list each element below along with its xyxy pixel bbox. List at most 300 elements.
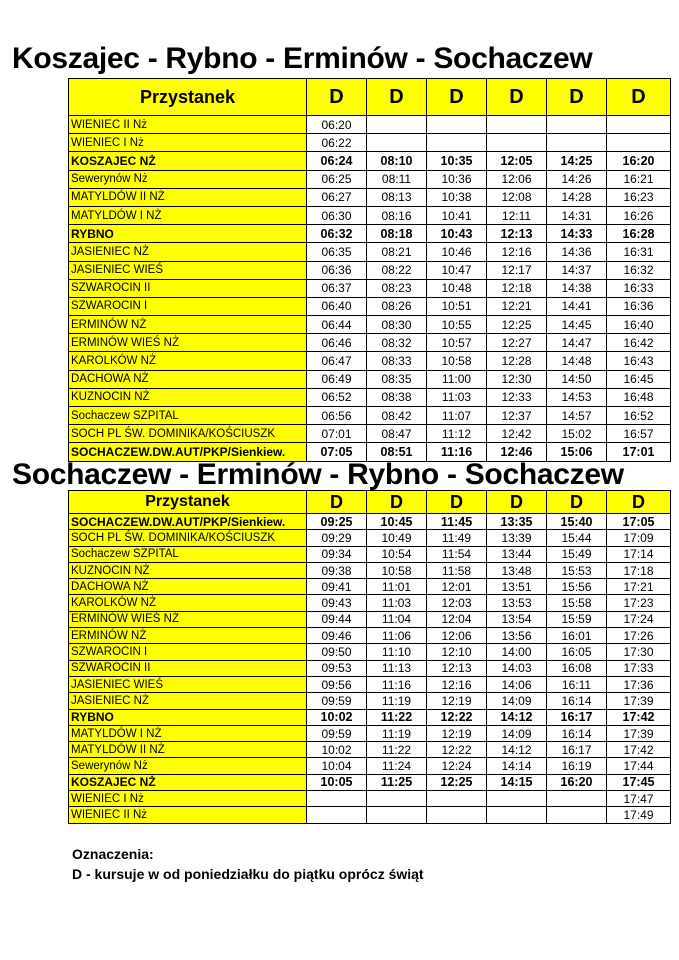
departure-time: 15:02: [547, 425, 607, 443]
departure-time: 12:33: [487, 388, 547, 406]
departure-time: 14:53: [547, 388, 607, 406]
departure-time: 12:28: [487, 352, 547, 370]
header-course-3: D: [427, 491, 487, 514]
departure-time: 14:38: [547, 279, 607, 297]
departure-time: 09:50: [307, 644, 367, 660]
departure-time: 16:28: [607, 225, 671, 243]
table-row: [69, 676, 671, 692]
header-course-5: D: [547, 491, 607, 514]
stop-name: KOSZAJEC NŻ: [69, 774, 307, 790]
departure-time: 06:25: [307, 170, 367, 188]
departure-time: 16:40: [607, 316, 671, 334]
table-row: [69, 758, 671, 774]
stop-name: MATYLDÓW II NŻ: [69, 188, 307, 206]
table-row: [69, 170, 671, 188]
departure-time: 12:05: [487, 152, 547, 170]
departure-time: 12:42: [487, 425, 547, 443]
stop-name: KOSZAJEC NŻ: [69, 152, 307, 170]
stop-name: Sochaczew SZPITAL: [69, 407, 307, 425]
departure-time: 11:07: [427, 407, 487, 425]
departure-time: 16:36: [607, 297, 671, 315]
departure-time: 16:19: [547, 758, 607, 774]
departure-time: 08:23: [367, 279, 427, 297]
departure-time: [367, 116, 427, 134]
stop-name: Sewerynów Nż: [69, 758, 307, 774]
departure-time: 13:48: [487, 562, 547, 578]
departure-time: 10:51: [427, 297, 487, 315]
departure-time: [427, 791, 487, 807]
departure-time: 08:11: [367, 170, 427, 188]
departure-time: 14:50: [547, 370, 607, 388]
departure-time: 14:41: [547, 297, 607, 315]
table-row: [69, 134, 671, 152]
table-row: [69, 742, 671, 758]
departure-time: 12:16: [427, 676, 487, 692]
stop-name: WIENIEC II Nż: [69, 807, 307, 823]
departure-time: 16:33: [607, 279, 671, 297]
table-row: [69, 514, 671, 530]
departure-time: 14:37: [547, 261, 607, 279]
departure-time: 15:40: [547, 514, 607, 530]
table-row: [69, 334, 671, 352]
departure-time: 10:48: [427, 279, 487, 297]
departure-time: 08:21: [367, 243, 427, 261]
departure-time: 08:38: [367, 388, 427, 406]
stop-name: ERMINÓW NŻ: [69, 316, 307, 334]
departure-time: 14:15: [487, 774, 547, 790]
departure-time: [427, 134, 487, 152]
departure-time: 07:05: [307, 443, 367, 461]
departure-time: 17:23: [607, 595, 671, 611]
stop-name: ERMINÓW WIEŚ NŻ: [69, 334, 307, 352]
departure-time: 11:22: [367, 709, 427, 725]
departure-time: 17:18: [607, 562, 671, 578]
departure-time: [367, 807, 427, 823]
departure-time: 16:20: [547, 774, 607, 790]
header-course-3: D: [427, 79, 487, 116]
departure-time: 16:17: [547, 742, 607, 758]
departure-time: 10:54: [367, 546, 427, 562]
table-row: [69, 243, 671, 261]
stop-name: SOCH PL ŚW. DOMINIKA/KOŚCIUSZK: [69, 530, 307, 546]
departure-time: 11:25: [367, 774, 427, 790]
departure-time: 14:36: [547, 243, 607, 261]
departure-time: [367, 134, 427, 152]
departure-time: 16:26: [607, 206, 671, 224]
timetable-2: [68, 490, 671, 824]
departure-time: 14:48: [547, 352, 607, 370]
departure-time: 12:19: [427, 693, 487, 709]
header-course-1: D: [307, 491, 367, 514]
departure-time: 06:20: [307, 116, 367, 134]
departure-time: 06:37: [307, 279, 367, 297]
departure-time: 10:05: [307, 774, 367, 790]
departure-time: 17:42: [607, 709, 671, 725]
departure-time: 14:09: [487, 725, 547, 741]
departure-time: 09:46: [307, 628, 367, 644]
departure-time: 10:47: [427, 261, 487, 279]
stop-name: DACHOWA NŻ: [69, 579, 307, 595]
departure-time: 12:13: [487, 225, 547, 243]
stop-name: JASIENIEC WIEŚ: [69, 261, 307, 279]
legend-line: D - kursuje w od poniedziałku do piątku oprócz świąt: [72, 866, 424, 882]
departure-time: 16:21: [607, 170, 671, 188]
table-row: [69, 297, 671, 315]
departure-time: 11:16: [427, 443, 487, 461]
departure-time: 12:30: [487, 370, 547, 388]
departure-time: 12:25: [427, 774, 487, 790]
departure-time: 09:53: [307, 660, 367, 676]
departure-time: 12:06: [487, 170, 547, 188]
departure-time: 11:19: [367, 725, 427, 741]
stop-name: SOCHACZEW.DW.AUT/PKP/Sienkiew.: [69, 514, 307, 530]
departure-time: 12:37: [487, 407, 547, 425]
timetable-2-title: Sochaczew - Erminów - Rybno - Sochaczew: [12, 458, 624, 491]
stop-name: KUZNOCIN NŻ: [69, 388, 307, 406]
departure-time: 12:01: [427, 579, 487, 595]
departure-time: 16:14: [547, 693, 607, 709]
departure-time: 12:10: [427, 644, 487, 660]
stop-name: WIENIEC I Nż: [69, 791, 307, 807]
table-row: [69, 693, 671, 709]
header-stop: Przystanek: [69, 79, 307, 116]
departure-time: 17:01: [607, 443, 671, 461]
departure-time: 17:21: [607, 579, 671, 595]
departure-time: [547, 807, 607, 823]
departure-time: [427, 807, 487, 823]
table-row: [69, 425, 671, 443]
departure-time: 17:49: [607, 807, 671, 823]
departure-time: 11:16: [367, 676, 427, 692]
departure-time: 08:16: [367, 206, 427, 224]
departure-time: 16:20: [607, 152, 671, 170]
stop-name: SZWAROCIN II: [69, 660, 307, 676]
departure-time: 06:40: [307, 297, 367, 315]
departure-time: 11:06: [367, 628, 427, 644]
departure-time: 16:32: [607, 261, 671, 279]
departure-time: 15:59: [547, 611, 607, 627]
departure-time: 12:18: [487, 279, 547, 297]
departure-time: 15:56: [547, 579, 607, 595]
departure-time: 14:09: [487, 693, 547, 709]
departure-time: 10:49: [367, 530, 427, 546]
departure-time: 16:57: [607, 425, 671, 443]
timetable-1-title: Koszajec - Rybno - Erminów - Sochaczew: [12, 42, 593, 75]
departure-time: 08:22: [367, 261, 427, 279]
departure-time: 16:01: [547, 628, 607, 644]
departure-time: 10:02: [307, 709, 367, 725]
table-row: [69, 116, 671, 134]
departure-time: 17:39: [607, 693, 671, 709]
departure-time: 10:46: [427, 243, 487, 261]
table-row: [69, 562, 671, 578]
departure-time: 06:46: [307, 334, 367, 352]
departure-time: 14:31: [547, 206, 607, 224]
departure-time: 10:58: [427, 352, 487, 370]
departure-time: [547, 116, 607, 134]
departure-time: 14:03: [487, 660, 547, 676]
departure-time: 17:36: [607, 676, 671, 692]
departure-time: 12:17: [487, 261, 547, 279]
departure-time: 14:25: [547, 152, 607, 170]
departure-time: [487, 134, 547, 152]
departure-time: 10:41: [427, 206, 487, 224]
departure-time: 13:35: [487, 514, 547, 530]
header-course-2: D: [367, 79, 427, 116]
departure-time: 11:22: [367, 742, 427, 758]
departure-time: 15:06: [547, 443, 607, 461]
table-row: [69, 261, 671, 279]
stop-name: RYBNO: [69, 709, 307, 725]
departure-time: 08:13: [367, 188, 427, 206]
departure-time: 17:05: [607, 514, 671, 530]
stop-name: SZWAROCIN II: [69, 279, 307, 297]
departure-time: 13:51: [487, 579, 547, 595]
departure-time: 12:08: [487, 188, 547, 206]
stop-name: Sewerynów Nż: [69, 170, 307, 188]
table-row: [69, 225, 671, 243]
departure-time: 14:06: [487, 676, 547, 692]
stop-name: SZWAROCIN I: [69, 297, 307, 315]
departure-time: 06:49: [307, 370, 367, 388]
departure-time: 12:24: [427, 758, 487, 774]
departure-time: 11:03: [427, 388, 487, 406]
departure-time: 10:57: [427, 334, 487, 352]
departure-time: 10:35: [427, 152, 487, 170]
departure-time: 11:24: [367, 758, 427, 774]
departure-time: 06:44: [307, 316, 367, 334]
departure-time: 16:43: [607, 352, 671, 370]
table-row: [69, 611, 671, 627]
header-row: [69, 79, 671, 116]
departure-time: 16:14: [547, 725, 607, 741]
departure-time: [607, 116, 671, 134]
stop-name: ERMINÓW WIEŚ NŻ: [69, 611, 307, 627]
departure-time: 14:33: [547, 225, 607, 243]
departure-time: 16:05: [547, 644, 607, 660]
departure-time: 13:54: [487, 611, 547, 627]
table-row: [69, 388, 671, 406]
departure-time: 06:32: [307, 225, 367, 243]
departure-time: 09:59: [307, 725, 367, 741]
departure-time: 08:10: [367, 152, 427, 170]
departure-time: 12:27: [487, 334, 547, 352]
table-row: [69, 644, 671, 660]
departure-time: 09:56: [307, 676, 367, 692]
departure-time: [547, 134, 607, 152]
table-row: [69, 546, 671, 562]
departure-time: 13:39: [487, 530, 547, 546]
stop-name: JASIENIEC WIEŚ: [69, 676, 307, 692]
stop-name: WIENIEC I Nż: [69, 134, 307, 152]
header-course-4: D: [487, 491, 547, 514]
departure-time: 14:28: [547, 188, 607, 206]
table-row: [69, 628, 671, 644]
stop-name: ERMINÓW NŻ: [69, 628, 307, 644]
table-row: [69, 709, 671, 725]
departure-time: 09:29: [307, 530, 367, 546]
departure-time: 17:42: [607, 742, 671, 758]
departure-time: 06:35: [307, 243, 367, 261]
table-row: [69, 352, 671, 370]
stop-name: MATYLDÓW I NŻ: [69, 725, 307, 741]
departure-time: 14:12: [487, 709, 547, 725]
header-course-6: D: [607, 491, 671, 514]
departure-time: 06:27: [307, 188, 367, 206]
header-stop: Przystanek: [69, 491, 307, 514]
departure-time: 12:13: [427, 660, 487, 676]
departure-time: 10:43: [427, 225, 487, 243]
departure-time: 16:08: [547, 660, 607, 676]
departure-time: 12:22: [427, 742, 487, 758]
departure-time: [487, 791, 547, 807]
table-row: [69, 206, 671, 224]
departure-time: 08:42: [367, 407, 427, 425]
departure-time: [307, 807, 367, 823]
departure-time: 12:04: [427, 611, 487, 627]
departure-time: 15:49: [547, 546, 607, 562]
departure-time: 14:14: [487, 758, 547, 774]
stop-name: JASIENIEC NŻ: [69, 693, 307, 709]
departure-time: 11:45: [427, 514, 487, 530]
departure-time: 16:52: [607, 407, 671, 425]
departure-time: 13:56: [487, 628, 547, 644]
departure-time: 09:43: [307, 595, 367, 611]
departure-time: [607, 134, 671, 152]
departure-time: 16:23: [607, 188, 671, 206]
departure-time: 15:44: [547, 530, 607, 546]
departure-time: 06:47: [307, 352, 367, 370]
departure-time: 14:45: [547, 316, 607, 334]
departure-time: 11:10: [367, 644, 427, 660]
departure-time: 17:39: [607, 725, 671, 741]
header-course-1: D: [307, 79, 367, 116]
table-row: [69, 152, 671, 170]
departure-time: 08:30: [367, 316, 427, 334]
departure-time: 10:45: [367, 514, 427, 530]
departure-time: 11:49: [427, 530, 487, 546]
departure-time: 06:56: [307, 407, 367, 425]
departure-time: 10:38: [427, 188, 487, 206]
departure-time: 08:33: [367, 352, 427, 370]
departure-time: 16:45: [607, 370, 671, 388]
table-row: [69, 188, 671, 206]
table-row: [69, 407, 671, 425]
departure-time: 12:19: [427, 725, 487, 741]
departure-time: 15:58: [547, 595, 607, 611]
table-row: [69, 279, 671, 297]
stop-name: JASIENIEC NŻ: [69, 243, 307, 261]
table-row: [69, 579, 671, 595]
table-row: [69, 316, 671, 334]
departure-time: 10:02: [307, 742, 367, 758]
departure-time: 09:59: [307, 693, 367, 709]
legend-heading: Oznaczenia:: [72, 846, 154, 862]
departure-time: 17:30: [607, 644, 671, 660]
header-course-2: D: [367, 491, 427, 514]
departure-time: 06:24: [307, 152, 367, 170]
header-course-5: D: [547, 79, 607, 116]
departure-time: 12:16: [487, 243, 547, 261]
departure-time: [547, 791, 607, 807]
departure-time: 12:03: [427, 595, 487, 611]
departure-time: 13:44: [487, 546, 547, 562]
table-row: [69, 725, 671, 741]
table-row: [69, 791, 671, 807]
departure-time: 11:01: [367, 579, 427, 595]
stop-name: SOCHACZEW.DW.AUT/PKP/Sienkiew.: [69, 443, 307, 461]
departure-time: 09:41: [307, 579, 367, 595]
departure-time: 11:54: [427, 546, 487, 562]
stop-name: RYBNO: [69, 225, 307, 243]
stop-name: WIENIEC II Nż: [69, 116, 307, 134]
table-row: [69, 595, 671, 611]
departure-time: 11:12: [427, 425, 487, 443]
departure-time: 08:35: [367, 370, 427, 388]
departure-time: 16:31: [607, 243, 671, 261]
stop-name: KUZNOCIN NŻ: [69, 562, 307, 578]
stop-name: SZWAROCIN I: [69, 644, 307, 660]
departure-time: 17:24: [607, 611, 671, 627]
departure-time: 08:26: [367, 297, 427, 315]
departure-time: [427, 116, 487, 134]
departure-time: 08:32: [367, 334, 427, 352]
departure-time: [487, 116, 547, 134]
stop-name: SOCH PL ŚW. DOMINIKA/KOŚCIUSZK: [69, 425, 307, 443]
stop-name: Sochaczew SZPITAL: [69, 546, 307, 562]
departure-time: 10:55: [427, 316, 487, 334]
departure-time: 14:57: [547, 407, 607, 425]
departure-time: 11:04: [367, 611, 427, 627]
departure-time: 16:11: [547, 676, 607, 692]
departure-time: 12:46: [487, 443, 547, 461]
departure-time: [487, 807, 547, 823]
table-row: [69, 530, 671, 546]
departure-time: 12:22: [427, 709, 487, 725]
departure-time: 10:04: [307, 758, 367, 774]
departure-time: 08:47: [367, 425, 427, 443]
departure-time: 12:11: [487, 206, 547, 224]
departure-time: 06:30: [307, 206, 367, 224]
departure-time: 17:45: [607, 774, 671, 790]
departure-time: 09:34: [307, 546, 367, 562]
table-row: [69, 774, 671, 790]
stop-name: MATYLDÓW I NŻ: [69, 206, 307, 224]
departure-time: 12:25: [487, 316, 547, 334]
table-row: [69, 370, 671, 388]
timetable-1: [68, 78, 671, 462]
table-row: [69, 807, 671, 823]
departure-time: 08:18: [367, 225, 427, 243]
departure-time: 17:14: [607, 546, 671, 562]
departure-time: 17:09: [607, 530, 671, 546]
departure-time: 09:44: [307, 611, 367, 627]
header-course-6: D: [607, 79, 671, 116]
departure-time: 16:48: [607, 388, 671, 406]
departure-time: [307, 791, 367, 807]
table-row: [69, 660, 671, 676]
departure-time: 06:52: [307, 388, 367, 406]
departure-time: 11:13: [367, 660, 427, 676]
departure-time: 11:19: [367, 693, 427, 709]
departure-time: [367, 791, 427, 807]
departure-time: 14:00: [487, 644, 547, 660]
departure-time: 17:26: [607, 628, 671, 644]
header-course-4: D: [487, 79, 547, 116]
departure-time: 14:47: [547, 334, 607, 352]
stop-name: KAROLKÓW NŻ: [69, 352, 307, 370]
departure-time: 07:01: [307, 425, 367, 443]
